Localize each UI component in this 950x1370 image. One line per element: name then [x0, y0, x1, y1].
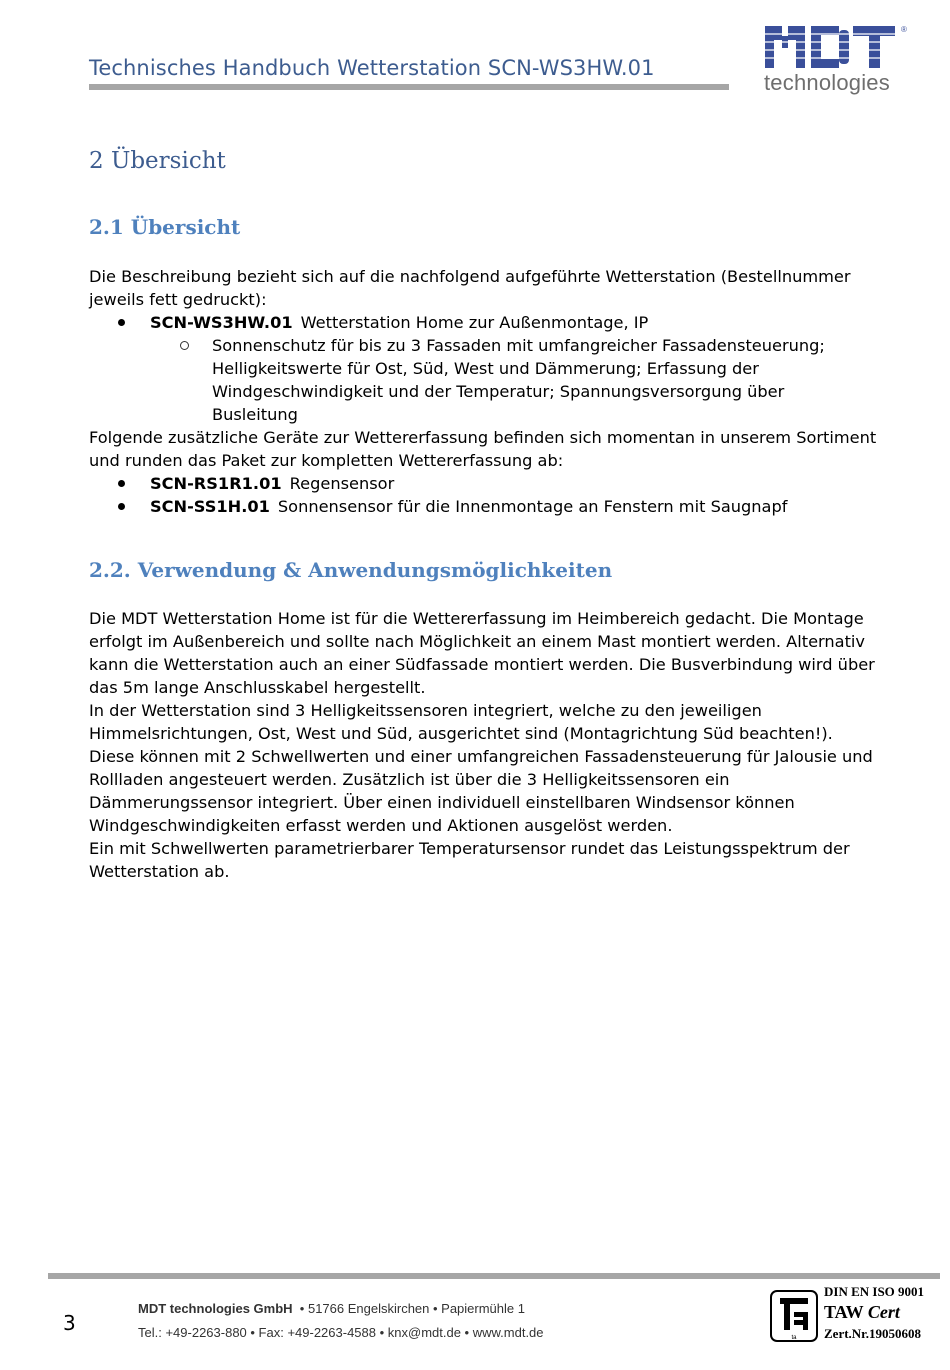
device-desc: Wetterstation Home zur Außenmontage, IP — [300, 313, 649, 332]
taw-cert-logo — [770, 1290, 818, 1342]
section-heading-2-2: 2.2. Verwendung & Anwendungsmöglichkeiten — [89, 558, 613, 582]
section-heading-2-1: 2.1 Übersicht — [89, 215, 241, 239]
footer-divider — [48, 1273, 940, 1279]
device-detail: Sonnenschutz für bis zu 3 Fassaden mit umfangreicher Fassadensteuerung; Helligkeitswerte für Ost, Süd, West und Dämmerung; Erfassung der Windgeschwindigkeit und der Temperatur; Spannungsversorgung über Busleitung — [212, 336, 825, 424]
bullet-icon — [118, 480, 125, 487]
cert-name-b: Cert — [867, 1302, 900, 1322]
document-header-title: Technisches Handbuch Wetterstation SCN-WS3HW.01 — [89, 56, 655, 80]
cert-number: Zert.Nr.19050608 — [824, 1326, 922, 1341]
company-address: • 51766 Engelskirchen • Papiermühle 1 — [299, 1301, 525, 1316]
registered-mark: ® — [901, 25, 907, 34]
company-name: MDT technologies GmbH — [138, 1301, 293, 1316]
additional-intro-paragraph: Folgende zusätzliche Geräte zur Wettererfassung befinden sich momentan in unserem Sortiment und runden das Paket zur kompletten Wettererfassung ab: — [89, 428, 877, 470]
device-code: SCN-SS1H.01 — [150, 497, 270, 516]
section-heading-2: 2 Übersicht — [89, 148, 226, 174]
device-code: SCN-WS3HW.01 — [150, 313, 293, 332]
intro-paragraph: Die Beschreibung bezieht sich auf die nachfolgend aufgeführte Wetterstation (Bestellnummer jeweils fett gedruckt): — [89, 267, 851, 309]
paragraph: Die MDT Wetterstation Home ist für die Wettererfassung im Heimbereich gedacht. Die Montage erfolgt im Außenbereich und sollte nach Möglichkeit an einem Mast montiert werden. Alternativ kann die Wetterstation auch an einer Südfassade montiert werden. Die Busverbindung wird über das 5m lange Anschlusskabel hergestellt. — [89, 609, 875, 697]
device-desc: Regensensor — [289, 474, 395, 493]
cert-name — [824, 1302, 900, 1323]
cert-logo-text: ta — [791, 1335, 797, 1341]
paragraph: In der Wetterstation sind 3 Helligkeitssensoren integriert, welche zu den jeweiligen Himmelsrichtungen, Ost, West und Süd, ausgerichtet sind (Montagrichtung Süd beachten!). Diese können mit 2 Schwellwerten und einer umfangreichen Fassadensteuerung für Jalousie und Rollladen angesteuert werden. Zusätzlich ist über die 3 Helligkeitssensoren ein Dämmerungssensor integriert. Über einen individuell einstellbaren Windsensor können Windgeschwindigkeiten erfasst werden und Aktionen ausgelöst werden. — [89, 701, 873, 835]
bullet-icon — [118, 319, 125, 326]
device-desc: Sonnensensor für die Innenmontage an Fenstern mit Saugnapf — [277, 497, 788, 516]
footer-contact-line: Tel.: +49-2263-880 • Fax: +49-2263-4588 • knx@mdt.de • www.mdt.de — [138, 1325, 544, 1340]
logo-subtitle: technologies — [764, 70, 890, 95]
paragraph: Ein mit Schwellwerten parametrierbarer Temperatursensor rundet das Leistungsspektrum der Wetterstation ab. — [89, 839, 850, 881]
cert-standard: DIN EN ISO 9001 — [824, 1284, 925, 1299]
bullet-icon — [118, 503, 125, 510]
device-code: SCN-RS1R1.01 — [150, 474, 282, 493]
page-number: 3 — [63, 1311, 76, 1335]
usage-text — [89, 607, 879, 883]
footer-address-line-1 — [138, 1301, 525, 1316]
header-divider — [89, 84, 729, 90]
circle-bullet-icon — [180, 341, 189, 350]
cert-name-a: TAW — [824, 1302, 868, 1322]
